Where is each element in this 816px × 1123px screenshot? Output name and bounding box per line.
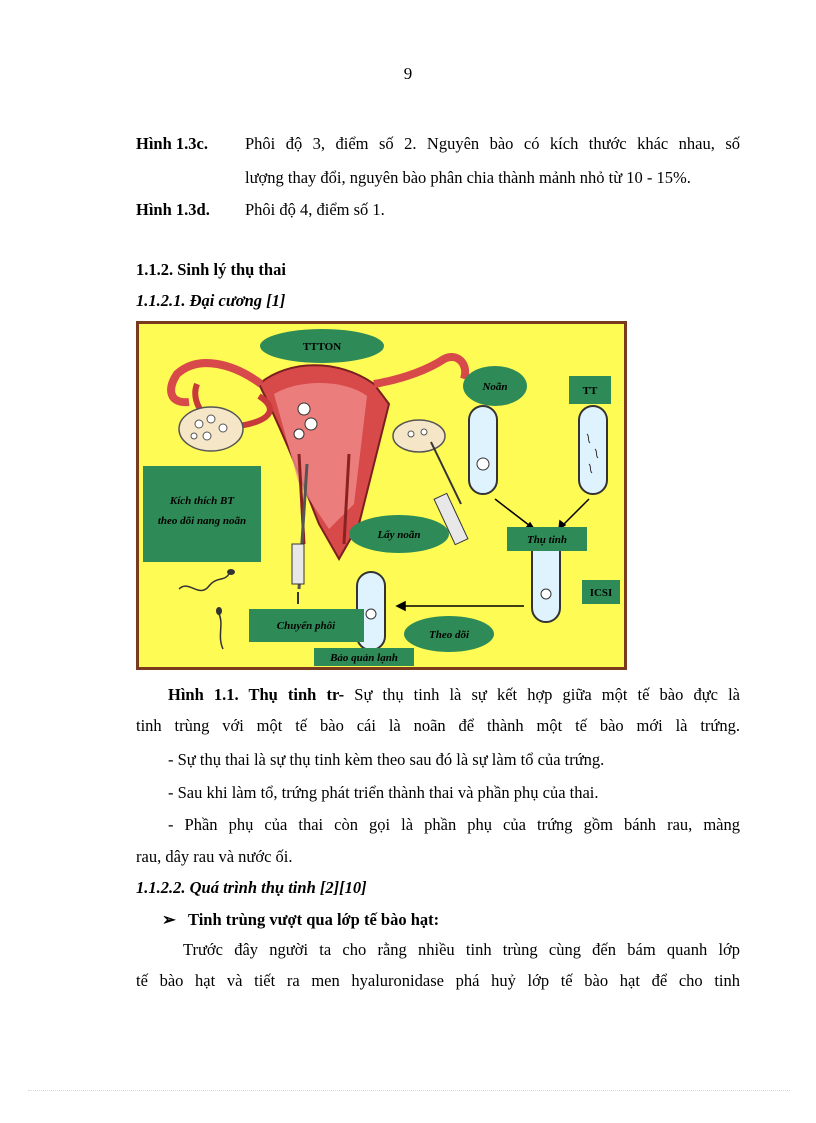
section-heading-1-1-2-2: 1.1.2.2. Quá trình thụ tinh [2][10]: [136, 878, 367, 897]
label-tt: TT: [582, 385, 598, 397]
figure-caption-line2: tinh trùng với một tế bào cái là noãn để thành một tế bào mới là trứng.: [136, 716, 740, 735]
label-ttton: TTTON: [302, 341, 342, 353]
label-chuyen-phoi: Chuyển phôi: [276, 620, 336, 632]
caption-label-1-3d: Hình 1.3d.: [136, 200, 210, 219]
left-ovary: [179, 407, 243, 451]
figure-caption-line1: [136, 685, 740, 705]
label-icsi: ICSI: [589, 587, 613, 599]
right-ovary: [393, 420, 445, 452]
paragraph-4-line1: Trước đây người ta cho rằng nhiều tinh trùng cùng đến bám quanh lớp: [183, 940, 740, 959]
section-heading-1-1-2: 1.1.2. Sinh lý thụ thai: [136, 260, 286, 279]
ivf-figure: [136, 321, 627, 670]
page-number: 9: [403, 64, 413, 83]
paragraph-3-line1: - Phần phụ của thai còn gọi là phần phụ của trứng gồm bánh rau, màng: [168, 815, 740, 834]
bullet-1: - Sự thụ thai là sự thụ tinh kèm theo sau đó là sự làm tổ của trứng.: [168, 750, 605, 769]
label-noan: Noãn: [482, 381, 508, 393]
label-kich-thich-line1: Kích thích BT: [169, 495, 235, 507]
label-kich-thich-line2: theo dõi nang noãn: [157, 515, 247, 527]
paragraph-3-line2: rau, dây rau và nước ối.: [136, 847, 293, 866]
bullet-2: - Sau khi làm tổ, trứng phát triển thành thai và phần phụ của thai.: [168, 783, 599, 802]
tube-noan: [469, 406, 497, 494]
sperm-illustration: [179, 574, 229, 591]
caption-text-1-3c-line1: Phôi độ 3, điểm số 2. Nguyên bào có kích thước khác nhau, số: [245, 134, 740, 153]
caption-text-1-3c-line2: lượng thay đổi, nguyên bào phân chia thành mảnh nhỏ từ 10 - 15%.: [245, 168, 691, 187]
left-tube: [171, 363, 261, 402]
label-bao-quan-lanh: Bảo quản lạnh: [330, 652, 398, 664]
label-lay-noan: Lấy noãn: [377, 529, 421, 541]
sub-heading: Tinh trùng vượt qua lớp tế bào hạt:: [188, 910, 440, 929]
right-tube: [374, 357, 465, 384]
figure-caption-text: Sự thụ tinh là sự kết hợp giữa một tế bào đực là: [344, 685, 741, 704]
section-heading-1-1-2-1: 1.1.2.1. Đại cương [1]: [136, 291, 286, 310]
caption-text-1-3d: Phôi độ 4, điểm số 1.: [245, 200, 385, 219]
sub-heading-marker: ➢: [162, 910, 176, 929]
ivf-diagram: [139, 324, 624, 667]
kich-thich-box: [143, 466, 261, 562]
figure-caption-label: Hình 1.1. Thụ tinh tr-: [168, 685, 345, 704]
tube-tt: [579, 406, 607, 494]
label-theo-doi: Theo dõi: [428, 629, 470, 641]
label-thu-tinh: Thụ tinh: [526, 534, 568, 546]
bottom-divider: [28, 1090, 790, 1091]
paragraph-4-line2: tế bào hạt và tiết ra men hyaluronidase phá huỷ lớp tế bào hạt để cho tinh: [136, 971, 740, 990]
caption-label-1-3c: Hình 1.3c.: [136, 134, 208, 153]
